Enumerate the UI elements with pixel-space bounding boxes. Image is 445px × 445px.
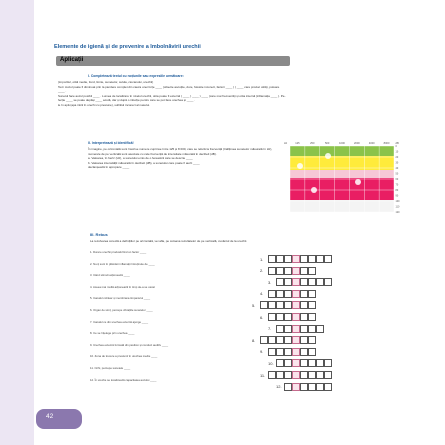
rebus-cell[interactable] [260,336,268,344]
rebus-row-number: 11. [260,372,266,378]
chart-y-tick: 80 [395,189,399,192]
page-number: 42 [46,413,54,420]
rebus-key-cell[interactable] [292,255,300,263]
rebus-clue: 7. Canalul ce din urechea externă ajunge ____ [90,319,148,324]
rebus-cell[interactable] [316,255,324,263]
rebus-key-cell[interactable] [292,325,300,333]
rebus-clue: 12. În ureche se localizează capacitatea auzului ____ [90,377,157,382]
chart-band-3 [290,178,394,200]
section-title: Elemente de igienă și de prevenire a îmbolnăvirii urechii [54,44,201,50]
task2-line-3: a. Valoarea, în hertz (Hz), a sunetului emis de o fereastră care se descrie ____ [88,156,193,161]
chart-band-2 [290,170,394,178]
chart-y-label: dB [395,142,399,145]
task1-title: I. Completează textul cu noțiunile sau expresiile următoare: [88,74,184,78]
task2-text [88,147,278,170]
rebus-key-cell[interactable] [292,290,300,298]
rebus-cell[interactable] [284,348,292,356]
rebus-cell[interactable] [284,359,292,367]
chart-x-tick: 8000 [383,142,390,145]
rebus-key-cell[interactable] [292,348,300,356]
rebus-row-number: 6. [260,314,264,320]
task2-title: II. Interpretează și identifică! [88,141,134,145]
rebus-cell[interactable] [268,348,276,356]
rebus-cell[interactable] [308,359,316,367]
rebus-key-cell[interactable] [292,301,300,309]
margin-band [0,0,34,445]
rebus-cell[interactable] [276,290,284,298]
rebus-cell[interactable] [300,290,308,298]
rebus-cell[interactable] [308,255,316,263]
aplicatii-label: Aplicații [60,57,84,63]
rebus-key-cell[interactable] [292,267,300,275]
rebus-cell[interactable] [276,278,284,286]
rebus-key-cell[interactable] [292,359,300,367]
task1-line-1: (impozitul, otită medie, fond, limite, sunetelor, celula, ciocanului, urechii) [58,80,154,84]
rebus-clue: 10. Zona de trecere a presiunii în urechea medie ____ [90,354,158,359]
rebus-cell[interactable] [300,359,308,367]
task2-line-4: b. Valoarea intensității măsurată în decibeli (dB), a sunetului care poate fi auzit ____ [88,160,200,165]
rebus-cell[interactable] [284,278,292,286]
rebus-key-cell[interactable] [292,383,300,391]
chart-y-tick: 20 [395,156,399,159]
rebus-cell[interactable] [324,359,332,367]
rebus-cell[interactable] [276,348,284,356]
rebus-cell[interactable] [308,336,316,344]
rebus-cell[interactable] [260,301,268,309]
chart-band-0 [290,146,394,156]
chart-y-tick: 50 [395,172,399,176]
rebus-row-number: 7. [268,326,272,332]
rebus-cell[interactable] [276,371,284,379]
task1-line-2: Text: Auzul poate fi diminuat prin la pierdere complet din cauza unei forțe ____ (obiecte ascuțite, dure, folosite incorect, factori ____ ) ( ____ care produc otită), poluare ____ . [58,84,280,94]
rebus-cell[interactable] [300,301,308,309]
rebus-key-cell[interactable] [292,313,300,321]
rebus-row-number: 8. [252,337,256,343]
rebus-cell[interactable] [324,371,332,379]
rebus-cell[interactable] [276,359,284,367]
rebus-cell[interactable] [284,383,292,391]
rebus-cell[interactable] [300,336,308,344]
rebus-cell[interactable] [316,383,324,391]
task1-text [58,80,286,108]
rebus-cell[interactable] [276,336,284,344]
rebus-row-number: 1. [260,256,264,262]
rebus-key-cell[interactable] [292,371,300,379]
rebus-cell[interactable] [308,371,316,379]
rebus-row-number: 12. [276,384,282,390]
aplicatii-bar [56,56,290,66]
task2-line-2: numerele de pe verticală sunt asociate cu cele frecvență de intensitate măsurată în decibeli (dB). [88,151,217,156]
rebus-cell[interactable] [268,336,276,344]
chart-x-tick: 4000 [368,142,375,145]
rebus-cell[interactable] [316,359,324,367]
hearing-chart [280,138,398,218]
rebus-clue: 1. Durere urechii produsă fiind un factor ____ [90,250,147,254]
rebus-cell[interactable] [308,267,316,275]
rebus-clue: 11. Ochi, percepe sunetele ____ [90,366,131,370]
rebus-cell[interactable] [284,267,292,275]
rebus-cell[interactable] [300,371,308,379]
rebus-title: III. Rebus [90,232,108,237]
chart-y-tick: 60 [395,178,399,181]
rebus-cell[interactable] [276,313,284,321]
rebus-clue: 3. Când stimuli acționează ____ [90,273,130,278]
chart-y-tick: 70 [395,183,399,187]
rebus-cell[interactable] [300,255,308,263]
rebus-cell[interactable] [300,325,308,333]
task1-line-3: Sunetul face auzul posibil ____ . Lumea de localizare în nivelul urechii, otita poate fi externă ( ____ ) ____ ) ____ (care mai frecventă) și otita internă (inflamația ____ ). Pe- [58,93,286,98]
dog-icon [311,187,317,193]
rebus-clue: 6. Organ de simț, percepe vibrațiile sunetelor ____ [90,308,153,312]
rebus-cell[interactable] [268,255,276,263]
rebus-row-number: 3. [268,279,272,285]
rebus-cell[interactable] [316,325,324,333]
rebus-clue: 2. Nu-ți sunt în plămâni inflamații întreținute de ____ [90,261,155,266]
rebus-cell[interactable] [300,383,308,391]
chart-x-tick: 125 [295,142,300,145]
rebus-clue: 9. Urechea externă formată din pavilion și conduct auditiv ____ [90,342,169,347]
car-icon [355,179,361,185]
rebus-cell[interactable] [300,278,308,286]
rebus-cell[interactable] [308,301,316,309]
chart-x-tick: 2000 [353,142,360,145]
rebus-clue: 4. Aceea mai multă acționează în timp de-a se uscat [90,284,155,289]
chart-y-tick: 120 [395,211,400,214]
rebus-cell[interactable] [284,255,292,263]
rebus-key-cell[interactable] [292,278,300,286]
rebus-cell[interactable] [300,267,308,275]
rebus-cell[interactable] [268,290,276,298]
rebus-cell[interactable] [284,371,292,379]
rebus-row-number: 10. [268,360,274,366]
rebus-cell[interactable] [308,313,316,321]
chart-y-tick: 110 [395,205,400,209]
rebus-cell[interactable] [276,325,284,333]
rebus-clue: 8. Ce se înțelege prin urechea ____ [90,331,135,336]
chart-y-tick: 90 [395,194,399,198]
rebus-row-number: 9. [260,349,264,355]
chart-x-tick: 500 [324,142,330,145]
rebus-cell[interactable] [308,383,316,391]
task2-line-1: În imagine, pe orizontală sunt înscrise numere cuprinse între 125 și 8 000, care se referă la frecvență (înălțimea sunetelor măsurată în Hz), [88,147,273,151]
rebus-row-number: 4. [260,291,264,297]
plane-icon [297,163,303,169]
rebus-cell[interactable] [284,313,292,321]
rebus-cell[interactable] [284,325,292,333]
rebus-cell[interactable] [316,278,324,286]
page-number-box [36,409,82,429]
chart-y-tick: 0 [395,145,397,148]
chart-y-tick: 30 [395,161,399,165]
rebus-cell[interactable] [308,325,316,333]
rebus-cell[interactable] [268,301,276,309]
rebus-key-cell[interactable] [292,336,300,344]
rebus-cell[interactable] [276,255,284,263]
rebus-cell[interactable] [268,371,276,379]
rebus-row-number: 2. [260,268,264,274]
rebus-cell[interactable] [284,290,292,298]
task1-line-4: fecție ____ se poate depăși ____ acută, dar și după o infecție pentru care se pot face urechea și ____ . [58,98,196,103]
rebus-cell[interactable] [300,313,308,321]
rebus-cell[interactable] [324,383,332,391]
chart-x-tick: 250 [310,142,315,145]
rebus-cell[interactable] [284,301,292,309]
task1-line-5: le în apă (apa intră în urechi cu presiune), sufrătul incorect al nasului. [58,102,150,107]
rebus-cell[interactable] [268,267,276,275]
rebus-cell[interactable] [308,348,316,356]
rebus-cell[interactable] [276,301,284,309]
chart-y-tick: 100 [395,200,400,203]
rebus-cell[interactable] [268,313,276,321]
rebus-cell[interactable] [300,348,308,356]
chart-y-tick: 10 [395,150,399,154]
rebus-cell[interactable] [324,278,332,286]
rebus-cell[interactable] [284,336,292,344]
task2-line-5: declanșează în apropiere ____ [88,165,130,170]
chart-x-label: Hz [284,142,288,145]
rebus-intro: La rezolvarea corectă a definițiilor pe orizontală, vei afla, pe coloana rezultatelor de pe verticală, cuvântul de la urechii. [90,239,248,243]
rebus-cell[interactable] [308,278,316,286]
chart-x-tick: 1000 [339,142,345,145]
rebus-cell[interactable] [316,371,324,379]
chart-y-tick: 40 [395,167,399,170]
rebus-cell[interactable] [324,255,332,263]
rebus-clue: 5. Canalul cohlear și membrana timpanului ____ [90,296,151,301]
music-icon [325,153,331,159]
rebus-cell[interactable] [276,267,284,275]
rebus-cell[interactable] [308,290,316,298]
rebus-row-number: 5. [252,302,256,308]
